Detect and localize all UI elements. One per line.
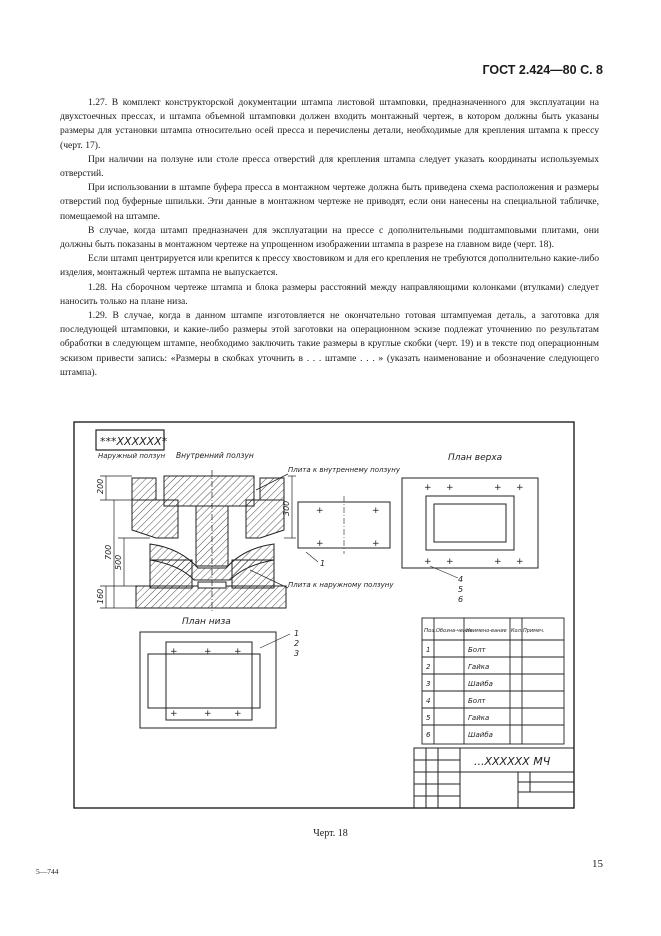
table-row: Гайка (468, 663, 490, 671)
label-plate-inner: Плита к внутреннему ползуну (288, 466, 401, 474)
paragraph: При наличии на ползуне или столе пресса отверстий для крепления штампа следует указать координаты используемых отверстий. (60, 153, 599, 180)
label-plate-outer: Плита к наружному ползуну (288, 581, 394, 589)
table-header-designation: Обозна-чение (436, 628, 473, 634)
label-inner-slide: Внутренний ползун (176, 451, 254, 460)
svg-text:+: + (204, 709, 212, 719)
parts-table (422, 618, 564, 744)
table-row: Болт (468, 646, 486, 654)
paragraph: 1.27. В комплект конструкторской документации штампа листовой штамповки, предназначенного для эксплуатации на двухстоечных прессах, и штампа объемной штамповки должен входить монтажный чертеж, в котором должны быть указаны размеры для установки штампа относительно осей пресса и перечислены детали, необходимые для крепления штампа к прессу (черт. 17). (60, 97, 599, 151)
svg-text:+: + (234, 709, 242, 719)
plate-inner-view (298, 496, 390, 554)
figure-caption: Черт. 18 (313, 828, 348, 839)
svg-text:+: + (424, 557, 432, 567)
svg-text:+: + (316, 506, 324, 516)
table-header-note: Примеч. (523, 628, 545, 634)
table-header-name: Наимено-вание (466, 628, 507, 634)
svg-text:+: + (234, 647, 242, 657)
table-row: Шайба (468, 731, 493, 739)
paragraph: В случае, когда штамп предназначен для эксплуатации на прессе с дополнительными подштамповыми плитами, они должны быть показаны в монтажном чертеже на упрощенном изображении штампа в разрезе на главном виде (черт. 18). (60, 224, 599, 251)
label-bottom-plan: План низа (182, 617, 231, 627)
table-row: 1 (426, 646, 431, 654)
callout-1: 1 (320, 559, 326, 568)
label-outer-slide: Наружный ползун (98, 452, 166, 460)
table-header-pos: Поз. (424, 628, 437, 634)
table-row: Гайка (468, 714, 490, 722)
svg-text:+: + (494, 557, 502, 567)
callout-b3: 3 (294, 649, 300, 658)
callout-6: 6 (458, 595, 464, 604)
svg-text:+: + (316, 539, 324, 549)
paragraph: 1.29. В случае, когда в данном штампе изготовляется не окончательно готовая штампуемая деталь, а заготовка для последующей штамповки, и какие-либо размеры этой заготовки на операционном эскизе подлежат уточнению по результатам обработки в следующем штампе, необходимо заключить такие размеры в круглые скобки (черт. 19) и в тексте под операционным эскизом привести запись: «Размеры в скобках уточнить в . . . штампе . . . » (указать наименование и обозначение следующего штампа). (60, 310, 599, 378)
body-text (60, 96, 599, 380)
callout-b2: 2 (294, 639, 300, 648)
table-row: 6 (426, 731, 431, 739)
svg-text:+: + (446, 557, 454, 567)
table-row: Шайба (468, 680, 493, 688)
stamp-code: ***XXXXXX* (100, 435, 168, 448)
page-number: 15 (592, 858, 603, 870)
page-header: ГОСТ 2.424—80 С. 8 (482, 63, 603, 77)
svg-text:+: + (204, 647, 212, 657)
table-row: 5 (426, 714, 431, 722)
dim-160: 160 (96, 588, 105, 604)
table-row: 4 (426, 697, 431, 705)
svg-text:+: + (372, 506, 380, 516)
svg-text:+: + (516, 483, 524, 493)
table-row: 2 (426, 663, 431, 671)
callout-5: 5 (458, 585, 464, 594)
svg-text:+: + (494, 483, 502, 493)
svg-text:+: + (516, 557, 524, 567)
dim-200: 200 (96, 478, 105, 494)
table-row: 3 (426, 680, 431, 688)
footnote: 5—744 (36, 867, 59, 876)
section-view (132, 470, 286, 612)
label-top-plan: План верха (448, 453, 503, 463)
table-header-qty: Кол. (511, 628, 523, 634)
dim-500: 500 (114, 554, 123, 570)
callout-4: 4 (458, 575, 464, 584)
bottom-plan-view (140, 632, 276, 728)
table-row: Болт (468, 697, 486, 705)
svg-text:+: + (170, 709, 178, 719)
svg-text:+: + (170, 647, 178, 657)
paragraph: 1.28. На сборочном чертеже штампа и блока размеры расстояний между направляющими колонками (втулками) следует наносить только на плане низа. (60, 281, 599, 307)
svg-text:+: + (372, 539, 380, 549)
assembly-drawing (70, 420, 580, 825)
top-plan-view (402, 478, 538, 568)
dim-700: 700 (104, 544, 113, 560)
paragraph: Если штамп центрируется или крепится к прессу хвостовиком и для его крепления не требуются дополнительно какие-либо изделия, монтажный чертеж штампа не выпускается. (60, 253, 599, 279)
title-block-code: ...XXXXXX МЧ (474, 755, 551, 768)
dim-300: 300 (282, 500, 291, 516)
paragraph: При использовании в штампе буфера пресса в монтажном чертеже должна быть приведена схема расположения и размеры отверстий под буферные шпильки. Эти данные в монтажном чертеже не приводят, если они нанесены на специальной табличке, помещаемой на штампе. (60, 182, 599, 222)
svg-text:+: + (446, 483, 454, 493)
callout-b1: 1 (294, 629, 300, 638)
svg-text:+: + (424, 483, 432, 493)
